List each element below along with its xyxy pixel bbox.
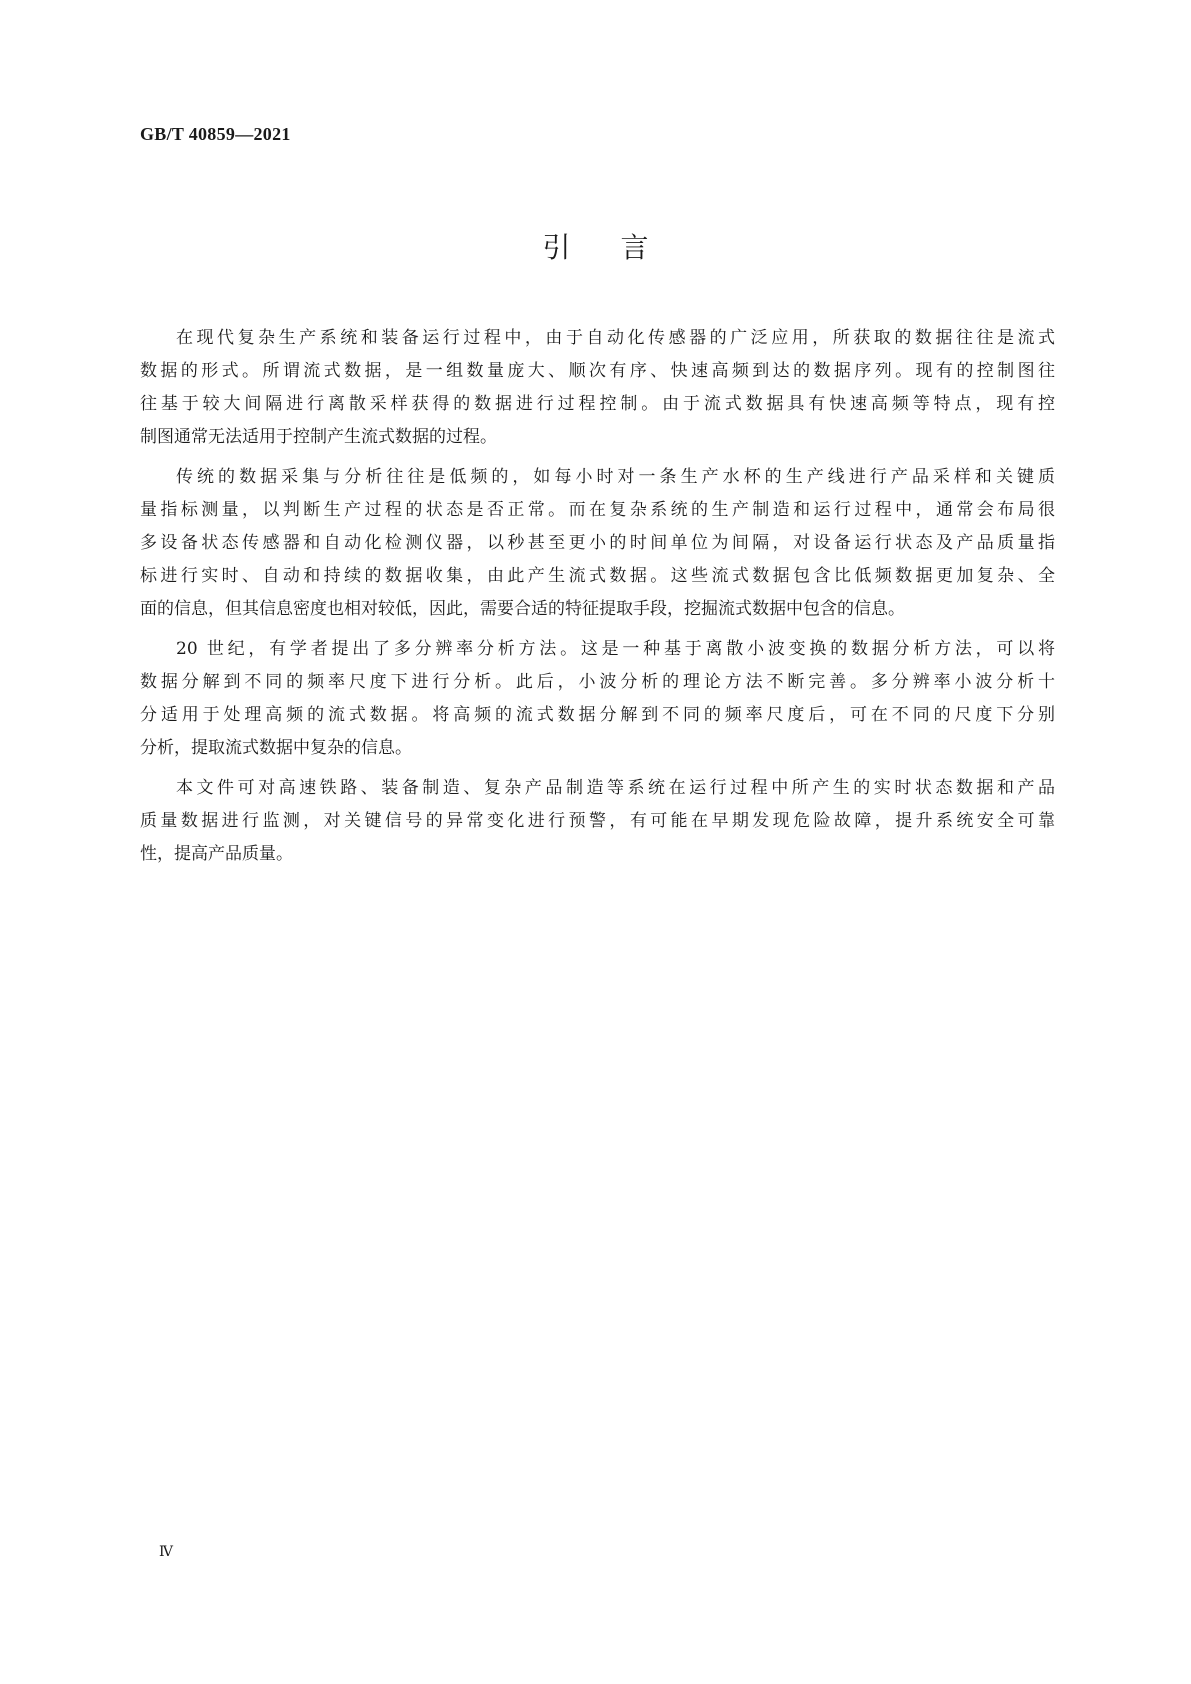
text-line: 分析，提取流式数据中复杂的信息。 <box>140 738 412 758</box>
standard-code: GB/T 40859—2021 <box>140 124 291 144</box>
paragraph-4 <box>140 772 1055 871</box>
section-title: 引言 <box>542 231 699 264</box>
text-line: 面的信息，但其信息密度也相对较低，因此，需要合适的特征提取手段，挖掘流式数据中包含的信息。 <box>140 599 905 619</box>
text-line: 质量数据进行监测，对关键信号的异常变化进行预警，有可能在早期发现危险故障，提升系统安全可靠 <box>140 811 1055 831</box>
text-line: 量指标测量，以判断生产过程的状态是否正常。而在复杂系统的生产制造和运行过程中，通常会布局很 <box>140 500 1055 520</box>
text-line: 分适用于处理高频的流式数据。将高频的流式数据分解到不同的频率尺度后，可在不同的尺度下分别 <box>140 705 1055 725</box>
text-line: 20 世纪，有学者提出了多分辨率分析方法。这是一种基于离散小波变换的数据分析方法，可以将 <box>176 639 1055 659</box>
text-line: 在现代复杂生产系统和装备运行过程中，由于自动化传感器的广泛应用，所获取的数据往往是流式 <box>176 328 1055 348</box>
page-number: Ⅳ <box>159 1545 172 1560</box>
text-line: 性，提高产品质量。 <box>140 844 293 864</box>
body-text <box>140 322 1055 878</box>
text-line: 往基于较大间隔进行离散采样获得的数据进行过程控制。由于流式数据具有快速高频等特点，现有控 <box>140 394 1055 414</box>
text-line: 数据的形式。所谓流式数据，是一组数量庞大、顺次有序、快速高频到达的数据序列。现有的控制图往 <box>140 361 1055 381</box>
text-line: 本文件可对高速铁路、装备制造、复杂产品制造等系统在运行过程中所产生的实时状态数据和产品 <box>176 778 1055 798</box>
text-line: 制图通常无法适用于控制产生流式数据的过程。 <box>140 427 497 447</box>
paragraph-3 <box>140 633 1055 765</box>
paragraph-2 <box>140 461 1055 626</box>
text-line: 传统的数据采集与分析往往是低频的，如每小时对一条生产水杯的生产线进行产品采样和关键质 <box>176 467 1055 487</box>
text-line: 数据分解到不同的频率尺度下进行分析。此后，小波分析的理论方法不断完善。多分辨率小波分析十 <box>140 672 1055 692</box>
paragraph-1 <box>140 322 1055 454</box>
text-line: 标进行实时、自动和持续的数据收集，由此产生流式数据。这些流式数据包含比低频数据更加复杂、全 <box>140 566 1055 586</box>
text-line: 多设备状态传感器和自动化检测仪器，以秒甚至更小的时间单位为间隔，对设备运行状态及产品质量指 <box>140 533 1055 553</box>
